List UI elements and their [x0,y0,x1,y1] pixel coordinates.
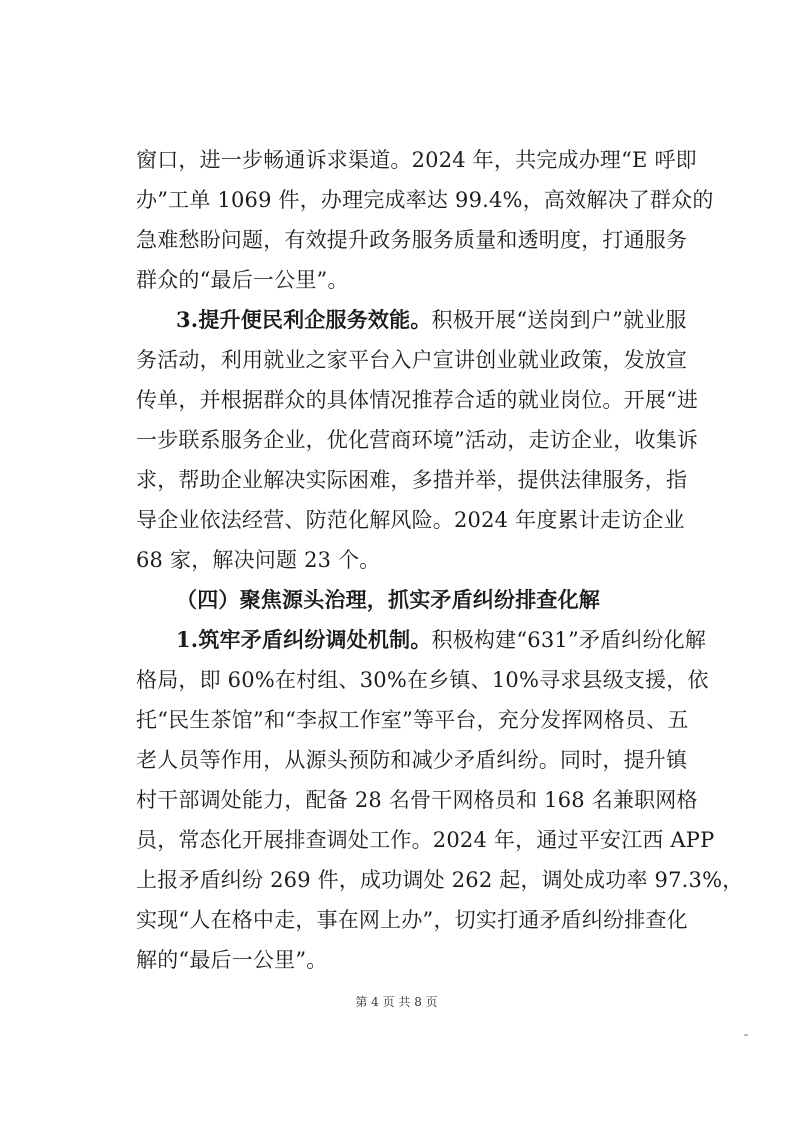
text-line: 解的“最后一公里”。 [136,948,328,972]
paragraph-lead: 3.提升便民利企服务效能。 [176,307,432,332]
text-line: 传单，并根据群众的具体情况推荐合适的就业岗位。开展“进 [136,388,699,412]
text-span: 积极构建“631”矛盾纠纷化解 [431,628,707,652]
text-line: 导企业依法经营、防范化解风险。2024 年度累计走访企业 [136,508,685,532]
text-line: 员，常态化开展排查调处工作。2024 年，通过平安江西 APP [136,828,715,852]
paragraph-first-line [176,620,707,660]
section-heading: （四）聚焦源头治理，抓实矛盾纠纷排查化解 [176,587,600,612]
text-line: 老人员等作用，从源头预防和减少矛盾纠纷。同时，提升镇 [136,748,688,772]
text-line: 一步联系服务企业，优化营商环境”活动，走访企业，收集诉 [136,428,699,452]
text-line: 务活动，利用就业之家平台入户宣讲创业就业政策，发放宣 [136,348,688,372]
text-line: 群众的“最后一公里”。 [136,268,349,292]
scan-mark [744,1034,748,1036]
text-line: 急难愁盼问题，有效提升政务服务质量和透明度，打通服务 [136,228,688,252]
paragraph-lead: 1.筑牢矛盾纠纷调处机制。 [176,627,432,652]
paragraph-first-line [176,838,656,878]
text-line: 实现“人在格中走，事在网上办”，切实打通矛盾纠纷排查化 [136,908,688,932]
text-span: 积极开展“送岗到户”就业服 [431,308,687,332]
text-line: 托“民生茶馆”和“李叔工作室”等平台，充分发挥网格员、五 [136,708,689,732]
text-line: 村干部调处能力，配备 28 名骨干网格员和 168 名兼职网格 [136,788,698,812]
paragraph-first-line [176,300,687,340]
text-line: 68 家，解决问题 23 个。 [136,548,381,572]
text-line: 上报矛盾纠纷 269 件，成功调处 262 起，调处成功率 97.3%， [136,868,744,892]
text-line: 办”工单 1069 件，办理完成率达 99.4%，高效解决了群众的 [136,188,714,212]
text-line: 窗口，进一步畅通诉求渠道。2024 年，共完成办理“E 呼即 [136,148,697,172]
text-line: 求，帮助企业解决实际困难，多措并举，提供法律服务，指 [136,468,688,492]
page-number-footer: 第 4 页 共 8 页 [355,995,438,1009]
text-line: 格局，即 60%在村组、30%在乡镇、10%寻求县级支援，依 [136,668,709,692]
